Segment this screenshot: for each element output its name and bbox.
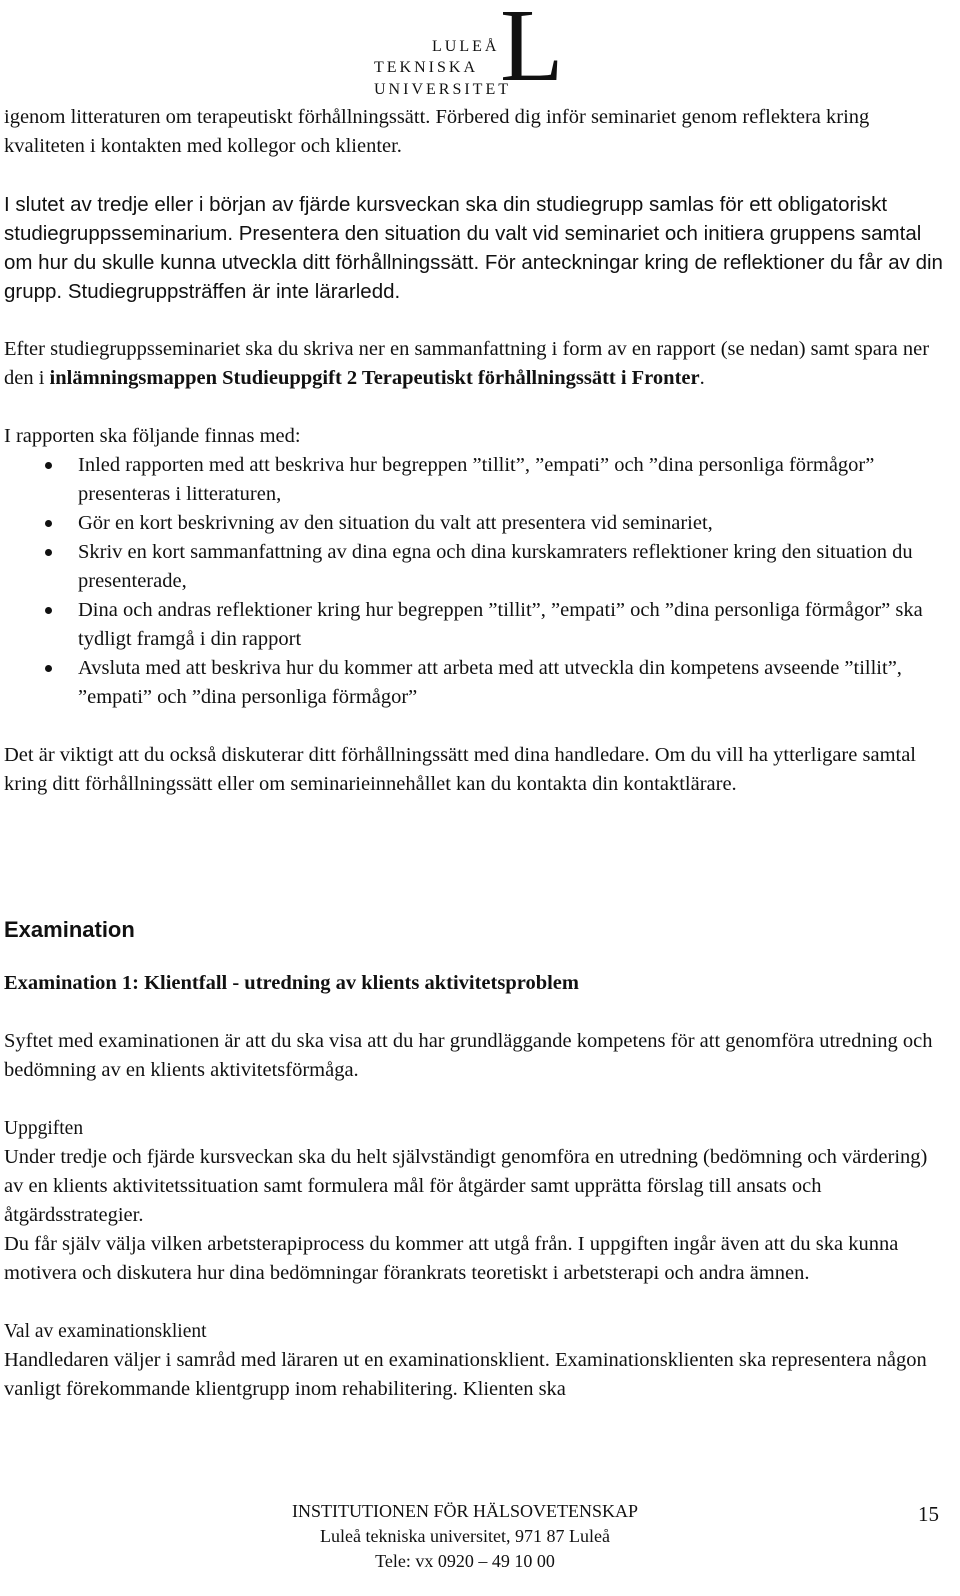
examination-subheading: Examination 1: Klientfall - utredning av klients aktivitetsproblem (4, 972, 579, 994)
examination-purpose: Syftet med examinationen är att du ska visa att du har grundläggande kompetens för att genomföra utredning och bedömning av en klients aktivitetsförmåga. (4, 1030, 933, 1081)
footer-address: Luleå tekniska universitet, 971 87 Luleå (320, 1526, 610, 1546)
list-item (4, 538, 948, 596)
logo-line-universitet: UNIVERSITET (374, 81, 511, 98)
list-item-text: Dina och andras reflektioner kring hur begreppen ”tillit”, ”empati” och ”dina personliga förmågor” ska tydligt framgå i din rapport (78, 599, 923, 650)
list-item-text: Inled rapporten med att beskriva hur begreppen ”tillit”, ”empati” och ”dina personliga förmågor” presenteras i litteraturen, (78, 454, 875, 505)
task-heading: Uppgiften (4, 1118, 84, 1139)
report-text-end: . (699, 367, 705, 389)
university-logo (372, 0, 582, 103)
paragraph-intro: igenom litteraturen om terapeutiskt förhållningssätt. Förbered dig inför seminariet genom reflektera kring kvaliteten i kontakten med kollegor och klienter. (4, 106, 870, 157)
list-item (4, 451, 948, 509)
paragraph-supervisor: Det är viktigt att du också diskuterar ditt förhållningssätt med dina handledare. Om du vill ha ytterligare samtal kring ditt förhållningssätt eller om seminarieinnehållet kan du kontakta din kontaktlärare. (4, 744, 916, 795)
paragraph-seminar: I slutet av tredje eller i början av fjärde kursveckan ska din studiegrupp samlas för ett obligatoriskt studiegruppsseminarium. Presentera den situation du valt vid seminariet och initiera gruppens samtal om hur du skulle kunna utveckla ditt förhållningssätt. För anteckningar kring de reflektioner du får av din grupp. Studiegruppsträffen är inte lärarledd. (4, 193, 943, 303)
paragraph-report-submission (4, 335, 948, 393)
page-footer (230, 1499, 700, 1574)
footer-phone: Tele: vx 0920 – 49 10 00 (375, 1551, 555, 1571)
task-paragraph-2: Du får själv välja vilken arbetsterapiprocess du kommer att utgå från. I uppgiften ingår även att du ska kunna motivera och diskutera hur dina bedömningar förankrats teoretiskt i arbetsterapi och andra ämnen. (4, 1233, 899, 1284)
list-item-text: Gör en kort beskrivning av den situation du valt att presentera vid seminariet, (78, 512, 713, 534)
document-body (4, 103, 948, 1404)
bullet-icon (45, 520, 52, 527)
list-item-text: Avsluta med att beskriva hur du kommer att arbeta med att utveckla din kompetens avseende ”tillit”, ”empati” och ”dina personliga förmågor” (78, 657, 902, 708)
page-number: 15 (918, 1502, 939, 1526)
submission-folder-link: inlämningsmappen Studieuppgift 2 Terapeutiskt förhållningssätt i Fronter (49, 367, 700, 389)
list-item-text: Skriv en kort sammanfattning av dina egna och dina kurskamraters reflektioner kring den situation du presenterade, (78, 541, 913, 592)
logo-letter-l: L (500, 0, 564, 103)
client-heading: Val av examinationsklient (4, 1321, 207, 1342)
list-item (4, 509, 948, 538)
bullet-icon (45, 549, 52, 556)
footer-department: INSTITUTIONEN FÖR HÄLSOVETENSKAP (292, 1501, 638, 1521)
logo-line-tekniska: TEKNISKA (374, 59, 478, 76)
client-paragraph: Handledaren väljer i samråd med läraren ut en examinationsklient. Examinationsklienten ska representera någon vanligt förekommande klientgrupp inom rehabilitering. Klienten ska (4, 1349, 927, 1400)
bullet-icon (45, 665, 52, 672)
report-requirements-list (4, 451, 948, 712)
list-item (4, 654, 948, 712)
examination-heading: Examination (4, 917, 135, 942)
bullet-icon (45, 607, 52, 614)
task-paragraph-1: Under tredje och fjärde kursveckan ska du helt självständigt genomföra en utredning (bedömning och värdering) av en klients aktivitetssituation samt formulera mål för åtgärder samt upprätta förslag till ansats och åtgärdsstrategier. (4, 1146, 928, 1226)
bullet-icon (45, 462, 52, 469)
list-intro: I rapporten ska följande finnas med: (4, 425, 301, 447)
list-item (4, 596, 948, 654)
logo-line-lulea: LULEÅ (432, 38, 500, 55)
report-text-start: Efter studiegruppsseminariet ska du skriva ner en sammanfattning i form av en rapport (se nedan) samt spara ner den i (4, 338, 930, 389)
